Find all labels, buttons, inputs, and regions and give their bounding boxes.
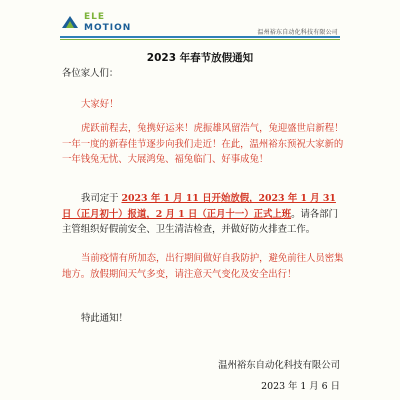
- paragraph-safety: 当前疫情有所加态，出行期间做好自我防护，避免前往人员密集地方。放假期间天气多变，请注意天气变化及安全出行！: [62, 253, 344, 280]
- greeting: 大家好！: [81, 99, 119, 110]
- schedule-prefix: 我司定于: [81, 193, 122, 204]
- letterhead-rule: [60, 36, 340, 38]
- letterhead: [0, 0, 400, 40]
- logo-text-ele: ELE: [84, 12, 106, 22]
- salutation: 各位家人们：: [62, 68, 119, 79]
- schedule-dates: 2023 年 1 月 11 日开始放假，2023 年 1 月 31 日（正月初十）报道，2 月 1 日（正月十一）正式上班: [62, 193, 336, 220]
- logo-mark-icon: [60, 12, 80, 32]
- paragraph-schedule: [62, 191, 346, 238]
- signature-company: 温州裕东自动化科技有限公司: [218, 360, 340, 371]
- paragraph-blessing: 虎跃前程去，兔携好运来！虎振雄风留浩气，兔迎盛世启新程！一年一度的新春佳节逐步向我们走近！在此，温州裕东预祝大家新的一年钱兔无忧、大展鸿兔、福兔临门、好事成兔！: [62, 123, 344, 165]
- schedule-suffix: 。请各部门主管组织好假前安全、卫生清洁检查，并做好防火排查工作。: [62, 208, 338, 235]
- letterhead-company-name: 温州裕东自动化科技有限公司: [257, 29, 338, 36]
- closing-line: 特此通知！: [81, 313, 128, 324]
- signature-date: 2023 年 1 月 6 日: [261, 381, 340, 392]
- notice-title: 2023 年春节放假通知: [146, 52, 254, 64]
- company-logo: [60, 8, 130, 34]
- logo-text-motion: MOTION: [84, 23, 132, 33]
- letterhead-rule-accent: [60, 39, 340, 40]
